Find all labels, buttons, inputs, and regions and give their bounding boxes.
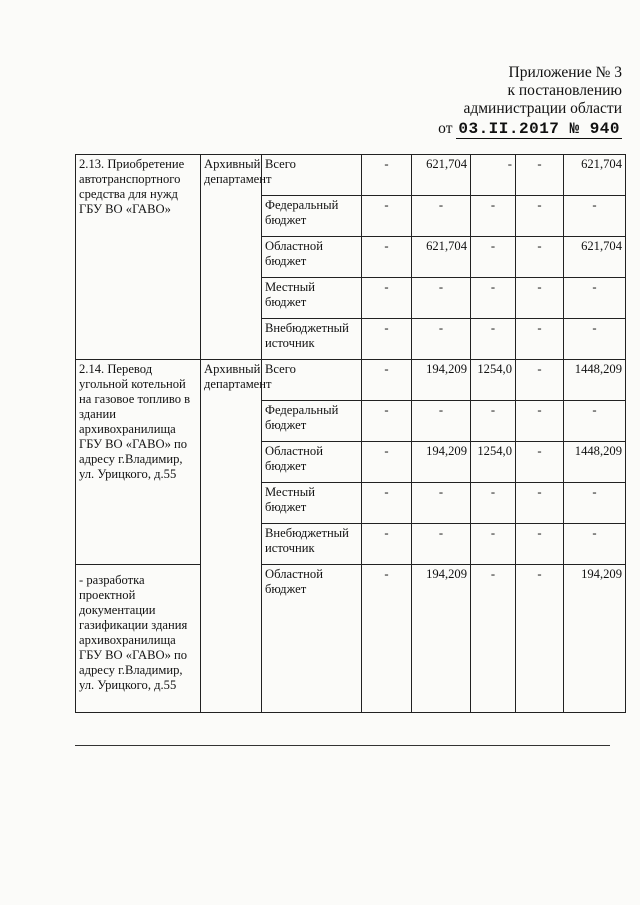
- value-cell: 194,209: [412, 360, 471, 401]
- appendix-title: Приложение № 3: [508, 64, 622, 81]
- value-cell: -: [516, 483, 564, 524]
- value-cell: -: [516, 155, 564, 196]
- value-cell: -: [362, 155, 412, 196]
- total-cell: -: [564, 278, 626, 319]
- date-number-line: [402, 120, 622, 138]
- value-cell: -: [362, 196, 412, 237]
- table-row: [76, 565, 626, 713]
- total-cell: -: [564, 401, 626, 442]
- value-cell: -: [516, 237, 564, 278]
- value-cell: -: [516, 442, 564, 483]
- source-label: Областной бюджет: [262, 565, 362, 713]
- value-cell: -: [471, 196, 516, 237]
- value-cell: -: [471, 319, 516, 360]
- total-cell: -: [564, 524, 626, 565]
- value-cell: -: [516, 196, 564, 237]
- source-label: Всего: [262, 155, 362, 196]
- value-cell: -: [412, 483, 471, 524]
- value-cell: -: [362, 524, 412, 565]
- measure-name-cell: 2.13. Приобретение автотранспортного средства для нужд ГБУ ВО «ГАВО»: [76, 155, 201, 360]
- total-cell: 1448,209: [564, 360, 626, 401]
- value-cell: -: [412, 196, 471, 237]
- value-cell: -: [412, 319, 471, 360]
- value-cell: -: [412, 401, 471, 442]
- value-cell: -: [412, 524, 471, 565]
- total-cell: 621,704: [564, 155, 626, 196]
- value-cell: -: [471, 565, 516, 713]
- value-cell: -: [471, 524, 516, 565]
- value-cell: -: [516, 524, 564, 565]
- appendix-subtitle: к постановлению: [507, 82, 622, 99]
- value-cell: 194,209: [412, 442, 471, 483]
- total-cell: -: [564, 319, 626, 360]
- date-number-stamp: 03.II.2017 № 940: [458, 120, 620, 138]
- source-label: Областной бюджет: [262, 237, 362, 278]
- value-cell: -: [516, 401, 564, 442]
- value-cell: -: [362, 565, 412, 713]
- source-label: Внебюджетный источник: [262, 524, 362, 565]
- source-label: Всего: [262, 360, 362, 401]
- source-label: Областной бюджет: [262, 442, 362, 483]
- value-cell: -: [362, 360, 412, 401]
- value-cell: -: [516, 319, 564, 360]
- value-cell: -: [362, 319, 412, 360]
- value-cell: -: [516, 565, 564, 713]
- source-label: Внебюджетный источник: [262, 319, 362, 360]
- source-label: Местный бюджет: [262, 278, 362, 319]
- total-cell: 194,209: [564, 565, 626, 713]
- value-cell: -: [362, 237, 412, 278]
- value-cell: -: [471, 401, 516, 442]
- source-label: Федеральный бюджет: [262, 196, 362, 237]
- total-cell: 1448,209: [564, 442, 626, 483]
- value-cell: -: [471, 483, 516, 524]
- funding-table: [75, 154, 626, 713]
- value-cell: -: [516, 360, 564, 401]
- value-cell: -: [362, 278, 412, 319]
- executor-cell: Архивный департамент: [201, 360, 262, 713]
- value-cell: -: [471, 237, 516, 278]
- value-cell: 1254,0: [471, 360, 516, 401]
- from-prefix: от: [438, 120, 453, 137]
- page-bottom-rule: [75, 745, 610, 746]
- appendix-header: [402, 64, 622, 138]
- sub-measure-name-cell: - разработка проектной документации газификации здания архивохранилища ГБУ ВО «ГАВО» по адресу г.Владимир, ул. Урицкого, д.55: [76, 565, 201, 713]
- table-row: [76, 155, 626, 196]
- value-cell: -: [471, 278, 516, 319]
- value-cell: -: [362, 401, 412, 442]
- value-cell: -: [362, 442, 412, 483]
- value-cell: -: [362, 483, 412, 524]
- value-cell: 1254,0: [471, 442, 516, 483]
- value-cell: -: [516, 278, 564, 319]
- value-cell: -: [412, 278, 471, 319]
- total-cell: 621,704: [564, 237, 626, 278]
- measure-name-cell: 2.14. Перевод угольной котельной на газовое топливо в здании архивохранилища ГБУ ВО «ГАВО» по адресу г.Владимир, ул. Урицкого, д.55: [76, 360, 201, 565]
- value-cell: 194,209: [412, 565, 471, 713]
- source-label: Местный бюджет: [262, 483, 362, 524]
- total-cell: -: [564, 483, 626, 524]
- appendix-authority: администрации области: [463, 100, 622, 117]
- value-cell: 621,704: [412, 237, 471, 278]
- value-cell: 621,704: [412, 155, 471, 196]
- table-row: [76, 360, 626, 401]
- executor-cell: Архивный департамент: [201, 155, 262, 360]
- total-cell: -: [564, 196, 626, 237]
- value-cell: -: [471, 155, 516, 196]
- source-label: Федеральный бюджет: [262, 401, 362, 442]
